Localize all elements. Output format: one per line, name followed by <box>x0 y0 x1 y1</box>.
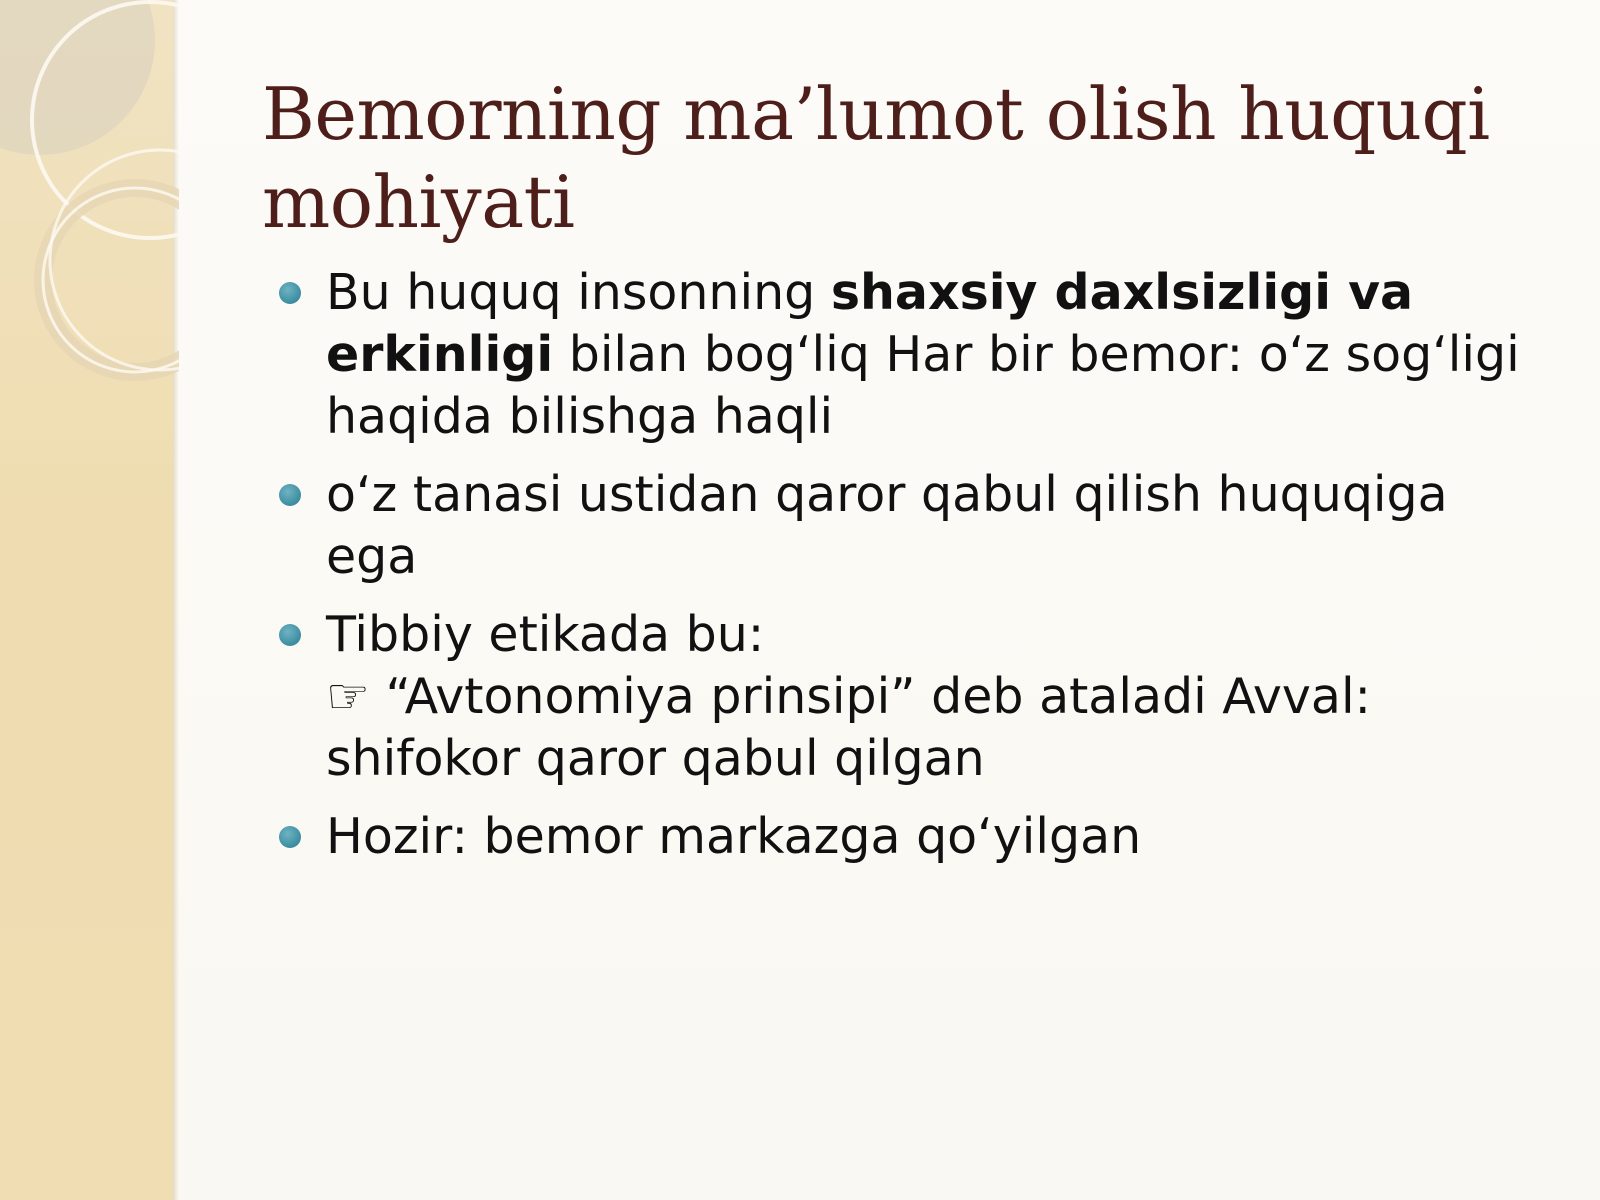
bullet-text: Bu huquq insonning <box>326 264 831 321</box>
bullet-item <box>326 262 1551 448</box>
bullet-text: “Avtonomiya prinsipi” deb ataladi Avval: shifokor qaror qabul qilgan <box>326 668 1372 787</box>
bullet-list <box>326 262 1551 884</box>
bullet-text: o‘z tanasi ustidan qaror qabul qilish huquqiga ega <box>326 466 1448 585</box>
bullet-bold-text: shaxsiy daxlsizligi va erkinligi <box>326 264 1414 383</box>
bullet-dot-icon <box>279 484 301 506</box>
bullet-item <box>326 604 1551 790</box>
bullet-dot-icon <box>279 826 301 848</box>
bullet-text: Tibbiy etikada bu: <box>326 606 765 663</box>
decorative-rings <box>0 0 179 420</box>
bullet-item <box>326 464 1551 588</box>
bullet-text: bilan bog‘liq Har bir bemor: o‘z sog‘ligi haqida bilishga haqli <box>326 326 1520 445</box>
bullet-item <box>326 806 1551 868</box>
bullet-dot-icon <box>279 624 301 646</box>
bullet-text: Hozir: bemor markazga qo‘yilgan <box>326 808 1142 865</box>
bullet-dot-icon <box>279 282 301 304</box>
slide-title: Bemorning ma’lumot olish huquqi mohiyati <box>262 72 1490 244</box>
pointing-hand-icon: ☞ <box>326 668 370 725</box>
